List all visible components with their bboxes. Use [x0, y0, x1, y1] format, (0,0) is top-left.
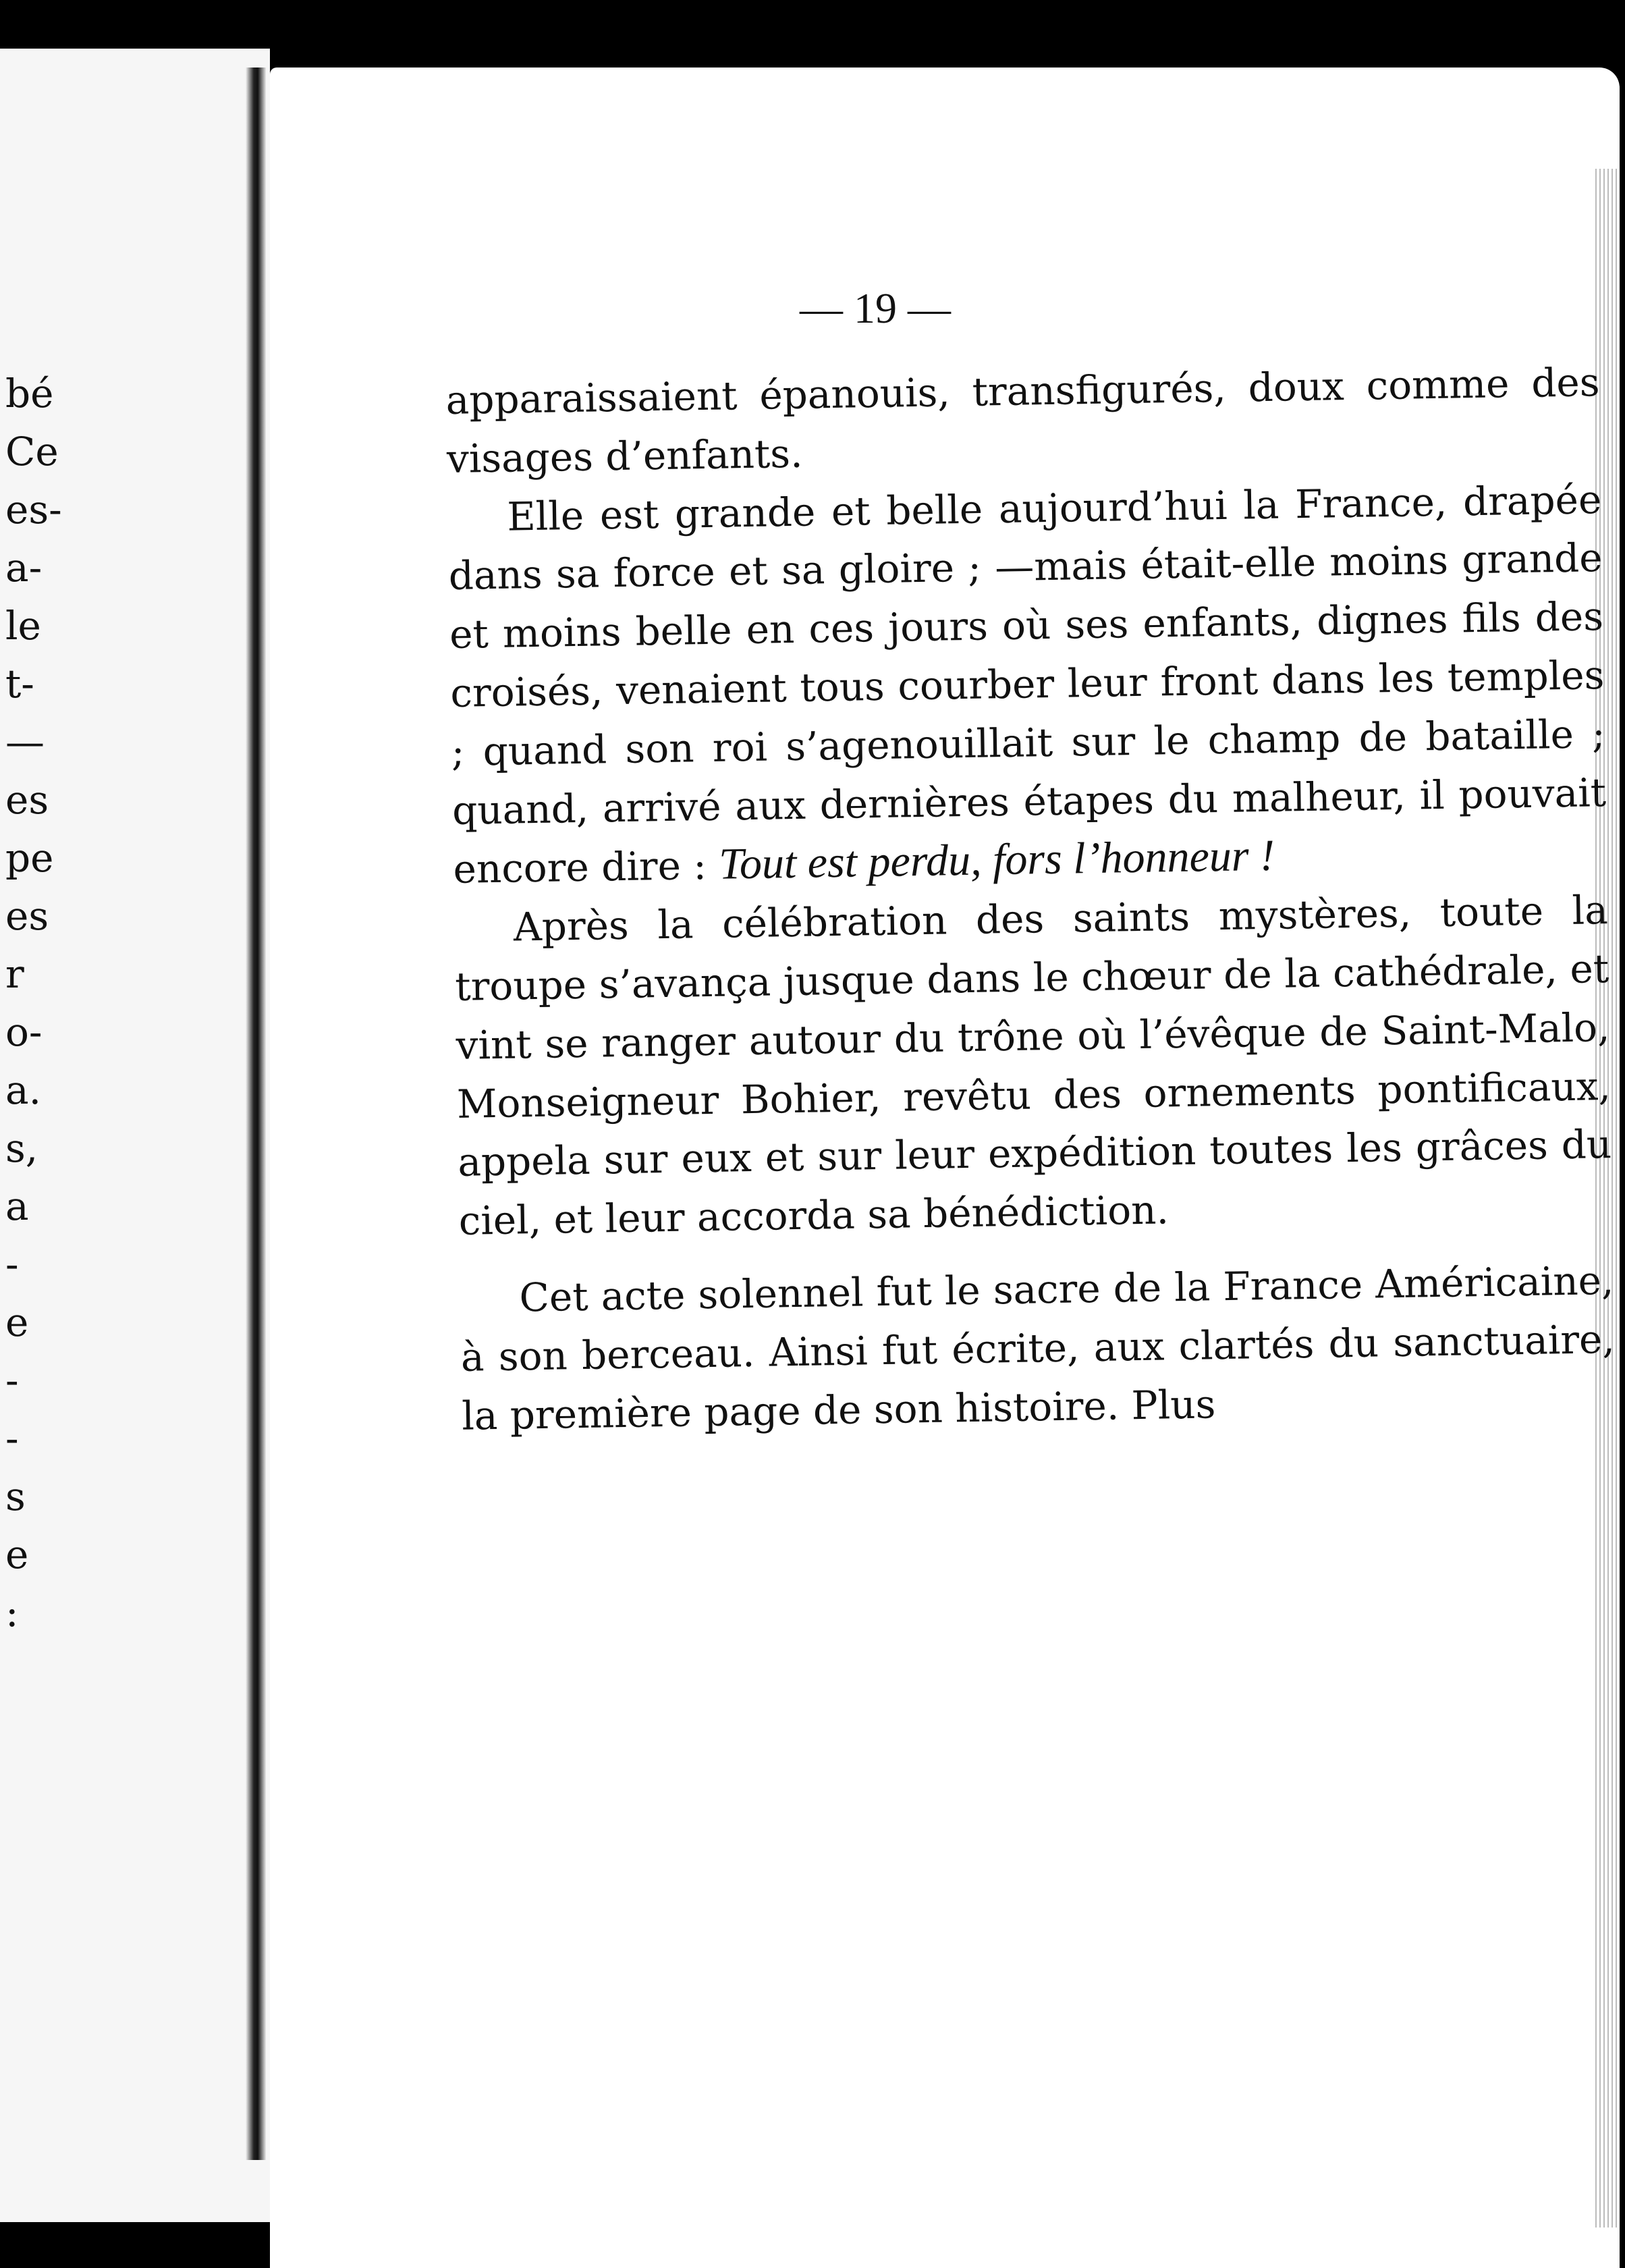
left-fragment: - [5, 1241, 19, 1287]
left-fragment: e [5, 1532, 29, 1577]
left-page-margin [0, 49, 270, 2222]
left-fragment: pe [5, 835, 54, 881]
left-fragment: le [5, 603, 41, 649]
left-fragment: r [5, 951, 24, 997]
left-fragment: es- [5, 487, 62, 533]
left-fragment: o- [5, 1009, 43, 1055]
left-fragment: a- [5, 545, 43, 591]
left-fragment: es [5, 777, 49, 823]
right-page [270, 68, 1620, 2268]
left-fragment: - [5, 1415, 19, 1461]
left-fragment: bé [5, 371, 54, 416]
left-fragment: s, [5, 1125, 38, 1171]
book-gutter [246, 68, 266, 2160]
left-fragment: Ce [5, 429, 59, 475]
left-fragment: s [5, 1474, 26, 1519]
left-fragment: e [5, 1299, 29, 1345]
paragraph [447, 470, 1607, 899]
paragraph-continuation: apparaissaient épanouis, transfigurés, doux comme des visages d’enfants. [445, 359, 1600, 482]
paragraph: Cet acte solennel fut le sacre de la France Américaine, à son berceau. Ainsi fut écrite, aux clartés du sanctuaire, la première page de son histoire. Plus [460, 1257, 1616, 1439]
left-fragment: : [5, 1590, 19, 1636]
left-fragment: — [5, 719, 45, 765]
left-fragment: t- [5, 661, 34, 707]
left-fragment: - [5, 1357, 19, 1403]
left-fragment: a [5, 1183, 29, 1229]
page-number: — 19 — [800, 284, 951, 332]
motto-quote: Tout est perdu, fors l’honneur ! [718, 831, 1275, 890]
paragraph: Après la célébration des saints mystères, toute la troupe s’avança jusque dans le chœur de la cathédrale, et vint se ranger autour du trône où l’évêque de Saint-Malo, Monseigneur Bohier, revêtu des ornements pontificaux, appela sur eux et sur leur expédition toutes les grâces du ciel, et leur accorda sa bénédiction. [454, 887, 1612, 1244]
paragraph-text: Elle est grande et belle aujourd’hui la France, drapée dans sa force et sa gloire ; —mais était-elle moins grande et moins belle en ces jours où ses enfants, dignes fils des croisés, venaient tous courber leur front dans les temples ; quand son roi s’agenouillait sur le champ de bataille ; quand, arrivé aux dernières étapes du malheur, il pouvait encore dire : [448, 476, 1607, 893]
body-text [445, 353, 1616, 1445]
left-fragment: es [5, 893, 49, 939]
left-page-text-fragments [5, 364, 62, 1642]
left-fragment: a. [5, 1067, 42, 1113]
